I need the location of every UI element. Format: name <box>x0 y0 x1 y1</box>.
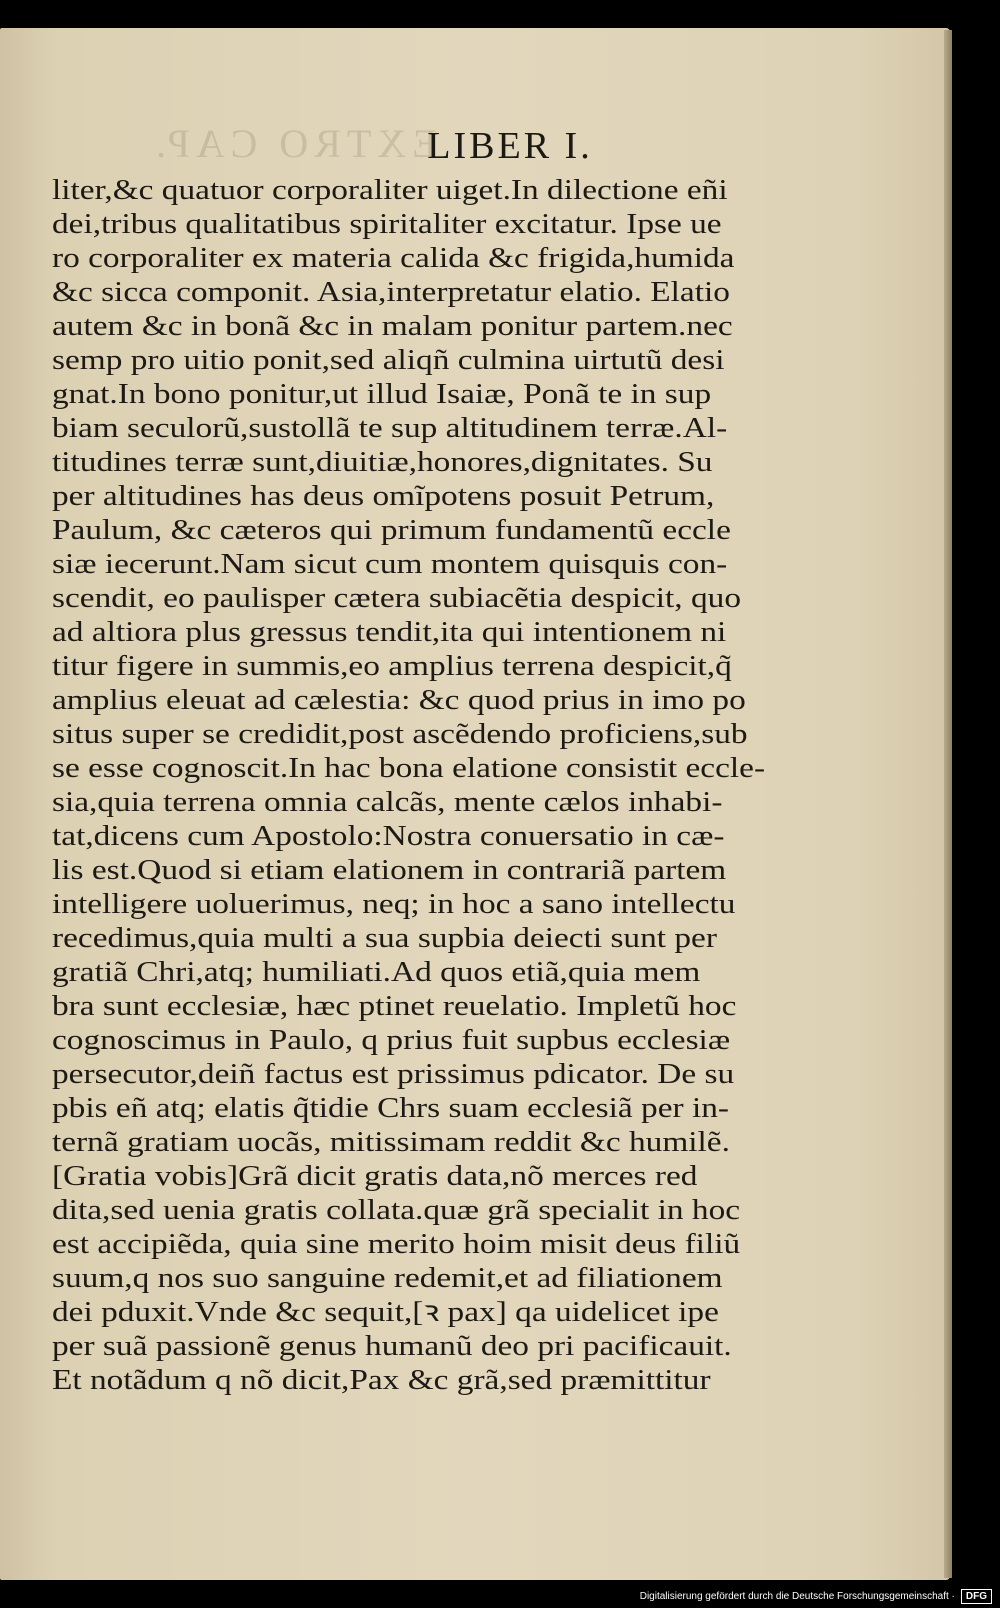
text-line: gnat.In bono ponitur,ut illud Isaiæ, Ponã te in sup <box>52 378 712 410</box>
running-head: LIBER I. <box>427 125 593 167</box>
text-line: [Gratia vobis]Grã dicit gratis data,nõ merces red <box>52 1160 698 1192</box>
text-line: per suã passionẽ genus humanũ deo pri pacificauit. <box>52 1330 732 1362</box>
text-line: tat,dicens cum Apostolo:Nostra conuersatio in cæ- <box>52 820 725 852</box>
bleed-through-text: EXTRO CAP. <box>150 121 437 166</box>
text-line: titudines terræ sunt,diuitiæ,honores,dignitates. Su <box>52 446 713 478</box>
dfg-logo: DFG <box>961 1589 992 1604</box>
text-line: autem &c in bonã &c in malam ponitur partem.nec <box>52 310 733 342</box>
text-line: dei pduxit.Vnde &c sequit,[ꝛ pax] qa uidelicet ipe <box>52 1296 719 1328</box>
text-line: est accipiẽda, quia sine merito hoim misit deus filiũ <box>52 1228 741 1260</box>
text-line: liter,&c quatuor corporaliter uiget.In dilectione eñi <box>52 174 728 206</box>
text-line: persecutor,deiñ factus est prissimus pdicator. De su <box>52 1058 735 1090</box>
text-line: dei,tribus qualitatibus spiritaliter excitatur. Ipse ue <box>52 208 722 240</box>
text-line: recedimus,quia multi a sua supbia deiecti sunt per <box>52 922 717 954</box>
text-block <box>52 173 772 1397</box>
text-line: amplius eleuat ad cælestia: &c quod prius in imo po <box>52 684 746 716</box>
text-line: intelligere uoluerimus, neq; in hoc a sano intellectu <box>52 888 736 920</box>
text-line: semp pro uitio ponit,sed aliqñ culmina uirtutũ desi <box>52 344 725 376</box>
text-line: bra sunt ecclesiæ, hæc ptinet reuelatio. Impletũ hoc <box>52 990 737 1022</box>
book-page <box>0 28 950 1580</box>
text-line: cognoscimus in Paulo, q prius fuit supbus ecclesiæ <box>52 1024 731 1056</box>
text-line: Paulum, &c cæteros qui primum fundamentũ eccle <box>52 514 731 546</box>
text-line: ternã gratiam uocãs, mitissimam reddit &c humilẽ. <box>52 1126 730 1158</box>
text-line: gratiã Chri,atq; humiliati.Ad quos etiã,quia mem <box>52 956 701 988</box>
text-line: se esse cognoscit.In hac bona elatione consistit eccle- <box>52 752 766 784</box>
text-line: titur figere in summis,eo amplius terrena despicit,q̃ <box>52 650 732 682</box>
text-line: siæ iecerunt.Nam sicut cum montem quisquis con- <box>52 548 728 580</box>
text-line: &c sicca componit. Asia,interpretatur elatio. Elatio <box>52 276 730 308</box>
text-line: dita,sed uenia gratis collata.quæ grã specialit in hoc <box>52 1194 741 1226</box>
text-line: ad altiora plus gressus tendit,ita qui intentionem ni <box>52 616 727 648</box>
text-line: Et notãdum q nõ dicit,Pax &c grã,sed præmittitur <box>52 1364 711 1396</box>
text-line: situs super se credidit,post ascẽdendo proficiens,sub <box>52 718 748 750</box>
text-line: per altitudines has deus omĩpotens posuit Petrum, <box>52 480 715 512</box>
footer-credit <box>640 1589 992 1604</box>
text-line: lis est.Quod si etiam elationem in contrariã partem <box>52 854 727 886</box>
text-line: scendit, eo paulisper cætera subiacẽtia despicit, quo <box>52 582 742 614</box>
footer-credit-text: Digitalisierung gefördert durch die Deutsche Forschungsgemeinschaft · <box>639 1591 955 1602</box>
text-line: sia,quia terrena omnia calcãs, mente cælos inhabi- <box>52 786 723 818</box>
text-line: ro corporaliter ex materia calida &c frigida,humida <box>52 242 735 274</box>
page-edge <box>944 30 952 1578</box>
text-line: pbis eñ atq; elatis q̃tidie Chrs suam ecclesiã per in- <box>52 1092 730 1124</box>
text-line: suum,q nos suo sanguine redemit,et ad filiationem <box>52 1262 723 1294</box>
text-line: biam seculorũ,sustollã te sup altitudinem terræ.Al- <box>52 412 728 444</box>
